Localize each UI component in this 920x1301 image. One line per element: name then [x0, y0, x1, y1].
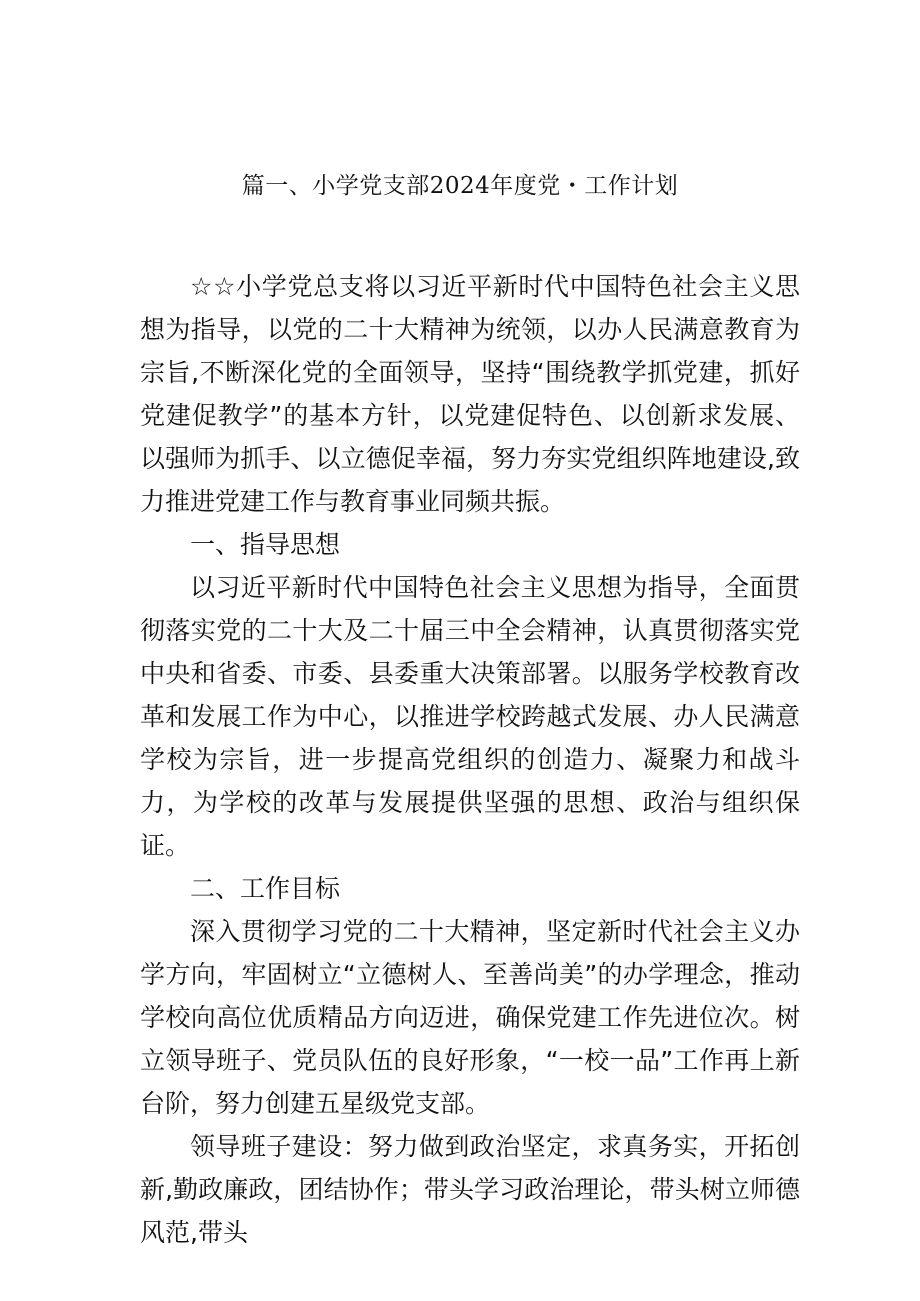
leadership-paragraph: 领导班子建设：努力做到政治坚定，求真务实，开拓创新,勤政廉政，团结协作；带头学习政治理论，带头树立师德风范,带头 — [140, 1132, 800, 1247]
intro-paragraph: ☆☆小学党总支将以习近平新时代中国特色社会主义思想为指导，以党的二十大精神为统领，以办人民满意教育为宗旨,不断深化党的全面领导，坚持“围绕教学抓党建，抓好党建促教学”的基本方针，以党建促特色、以创新求发展、以强师为抓手、以立德促幸福，努力夯实党组织阵地建设,致力推进党建工作与教育事业同频共振。 — [140, 272, 800, 516]
section-heading-work-goals: 二、工作目标 — [190, 874, 341, 903]
guiding-ideology-paragraph: 以习近平新时代中国特色社会主义思想为指导，全面贯彻落实党的二十大及二十届三中全会精神，认真贯彻落实党中央和省委、市委、县委重大决策部署。以服务学校教育改革和发展工作为中心，以推进学校跨越式发展、办人民满意学校为宗旨，进一步提高党组织的创造力、凝聚力和战斗力，为学校的改革与发展提供坚强的思想、政治与组织保证。 — [140, 573, 800, 860]
document-title: 篇一、小学党支部2024年度党・工作计划 — [241, 173, 679, 199]
document-body — [140, 265, 800, 1254]
section-heading-guiding-ideology: 一、指导思想 — [190, 530, 341, 559]
work-goals-paragraph: 深入贯彻学习党的二十大精神，坚定新时代社会主义办学方向，牢固树立“立德树人、至善尚美”的办学理念，推动学校向高位优质精品方向迈进，确保党建工作先进位次。树立领导班子、党员队伍的良好形象，“一校一品”工作再上新台阶，努力创建五星级党支部。 — [140, 917, 800, 1118]
